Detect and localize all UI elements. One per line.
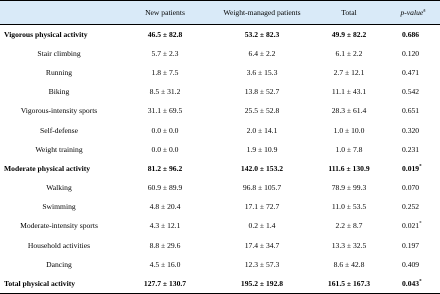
row-label: Dancing [46,259,72,269]
header-row [0,1,440,25]
row-label: Vigorous-intensity sports [20,106,98,116]
p-value [386,101,440,120]
table-row [0,101,440,120]
row-label: Moderate-intensity sports [20,221,98,231]
new-patients-value: 5.7 ± 2.3 [151,48,179,58]
weight-managed-value: 3.6 ± 15.3 [246,67,278,77]
p-value-number: 0.320 [402,125,420,135]
total-value: 1.0 ± 10.0 [333,125,365,135]
total-value: 161.5 ± 167.3 [312,274,386,293]
p-value [386,120,440,139]
table-body [0,25,440,294]
total-value: 2.2 ± 8.7 [335,221,363,231]
weight-managed-value: 17.4 ± 34.7 [244,240,280,250]
row-label: Stair climbing [37,48,81,58]
total-value: 78.9 ± 99.3 [331,183,367,193]
header-weight-managed-patients: Weight-managed patients [212,1,312,25]
table-row [0,216,440,235]
p-value [386,82,440,101]
p-value-number: 0.019 [402,163,420,173]
p-value [386,236,440,255]
new-patients-value: 0.0 ± 0.0 [151,125,179,135]
weight-managed-value: 12.3 ± 57.3 [244,259,280,269]
p-value-number: 0.252 [402,202,420,212]
table-row [0,140,440,159]
table-row [0,44,440,63]
weight-managed-value: 142.0 ± 153.2 [240,163,284,173]
table-row [0,255,440,274]
total-value: 11.0 ± 53.5 [331,202,367,212]
p-value-number: 0.651 [402,106,420,116]
significance-marker: * [419,164,422,170]
p-value [386,140,440,159]
new-patients-value: 4.5 ± 16.0 [149,259,181,269]
p-value [386,178,440,197]
total-value: 13.3 ± 32.5 [331,240,367,250]
p-value-number: 0.070 [402,183,420,193]
new-patients-value: 81.2 ± 96.2 [147,163,183,173]
table-row [0,236,440,255]
p-value-number: 0.120 [402,48,420,58]
table-row [0,82,440,101]
p-value-number: 0.197 [402,240,420,250]
p-value-number: 0.542 [402,87,420,97]
weight-managed-value: 17.1 ± 72.7 [244,202,280,212]
table-row [0,178,440,197]
weight-managed-value: 13.8 ± 52.7 [244,87,280,97]
p-value [386,25,440,44]
new-patients-value: 4.8 ± 20.4 [149,202,181,212]
row-label: Moderate physical activity [4,163,91,173]
new-patients-value: 1.8 ± 7.5 [151,67,179,77]
new-patients-value: 8.5 ± 31.2 [149,87,181,97]
total-value: 49.9 ± 82.2 [331,29,367,39]
row-label: Total physical activity [0,274,118,293]
p-value [386,63,440,82]
new-patients-value: 46.5 ± 82.8 [147,29,183,39]
header-label-column [0,1,118,25]
table-row [0,197,440,216]
significance-marker: * [419,279,422,285]
total-value: 2.7 ± 12.1 [333,67,365,77]
p-value-number: 0.021 [402,221,420,231]
p-value [386,159,440,178]
row-label: Running [45,67,73,77]
p-value-number: 0.686 [402,29,420,39]
weight-managed-value: 1.9 ± 10.9 [246,144,278,154]
total-value: 1.0 ± 7.8 [335,144,363,154]
p-value-number: 0.471 [402,67,420,77]
header-p-value-text: p-value [400,8,424,17]
row-label: Vigorous physical activity [4,29,88,39]
total-value: 28.3 ± 61.4 [331,106,367,116]
total-value: 111.6 ± 130.9 [328,163,370,173]
p-value [386,255,440,274]
weight-managed-value: 6.4 ± 2.2 [248,48,276,58]
p-value-number: 0.231 [402,144,420,154]
table-row [0,25,440,44]
row-label: Swimming [42,202,76,212]
weight-managed-value: 96.8 ± 105.7 [242,183,282,193]
table-row [0,63,440,82]
header-new-patients: New patients [118,1,212,25]
table-header [0,1,440,25]
header-p-value [386,1,440,25]
significance-marker: * [419,221,422,227]
p-value-number: 0.043 [402,278,420,288]
header-p-value-superscript: a [423,8,426,14]
row-label: Biking [48,87,70,97]
table-row [0,120,440,139]
p-value [386,274,440,293]
table-row [0,274,440,293]
total-value: 8.6 ± 42.8 [333,259,365,269]
new-patients-value: 31.1 ± 69.5 [147,106,183,116]
row-label: Self-defense [40,125,78,135]
weight-managed-value: 0.2 ± 1.4 [248,221,276,231]
p-value [386,216,440,235]
weight-managed-value: 25.5 ± 52.8 [244,106,280,116]
total-value: 11.1 ± 43.1 [331,87,367,97]
p-value [386,197,440,216]
new-patients-value: 8.8 ± 29.6 [149,240,181,250]
p-value [386,44,440,63]
weight-managed-value: 2.0 ± 14.1 [246,125,278,135]
new-patients-value: 127.7 ± 130.7 [118,274,212,293]
new-patients-value: 4.3 ± 12.1 [149,221,181,231]
row-label: Walking [46,183,72,193]
weight-managed-value: 53.2 ± 82.3 [244,29,280,39]
new-patients-value: 60.9 ± 89.9 [147,183,183,193]
row-label: Household activities [27,240,91,250]
table-row [0,159,440,178]
new-patients-value: 0.0 ± 0.0 [151,144,179,154]
header-total: Total [312,1,386,25]
row-label: Weight training [35,144,83,154]
weight-managed-value: 195.2 ± 192.8 [212,274,312,293]
p-value-number: 0.409 [402,259,420,269]
total-value: 6.1 ± 2.2 [335,48,363,58]
